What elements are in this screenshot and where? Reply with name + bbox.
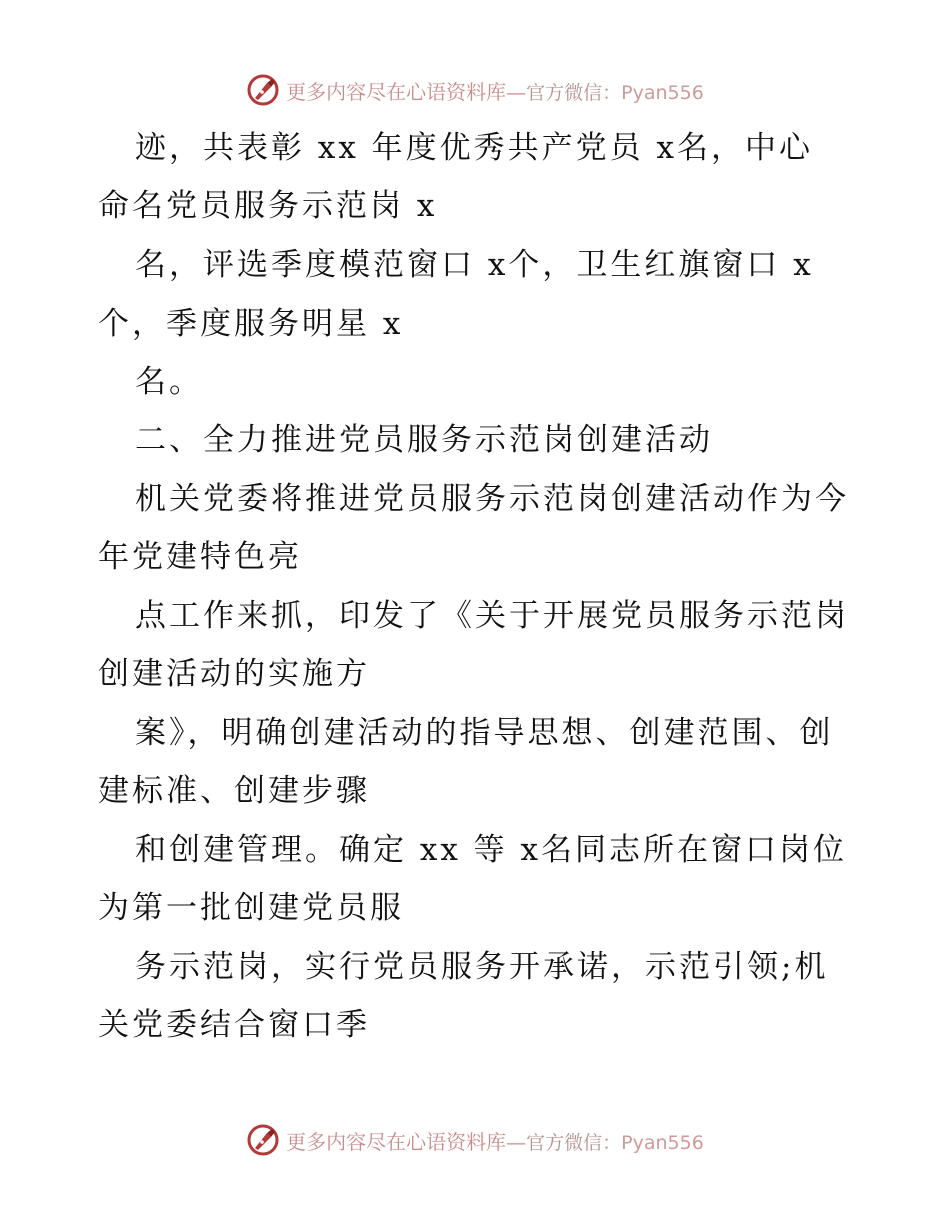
body-line: 名，评选季度模范窗口 x个，卫生红旗窗口 x [135,247,814,283]
body-line: 命名党员服务示范岗 x [98,188,438,224]
watermark-dash: — [506,1129,527,1154]
body-line: 个，季度服务明星 x [98,306,404,342]
body-line: 迹，共表彰 xx 年度优秀共产党员 x名，中心 [135,130,814,166]
watermark-sub: 官方微信： [526,1131,622,1154]
section-heading: 二、全力推进党员服务示范岗创建活动 [135,422,713,458]
body-line: 点工作来抓，印发了《关于开展党员服务示范岗 [135,598,849,634]
footer-watermark [0,1120,950,1160]
body-line: 为第一批创建党员服 [98,890,404,926]
body-line: 年党建特色亮 [98,539,302,575]
pen-nib-icon [246,1123,280,1157]
watermark-brand: 更多内容尽在心语资料库 [286,79,507,104]
body-line: 案》，明确创建活动的指导思想、创建范围、创 [135,715,834,751]
body-line: 务示范岗，实行党员服务开承诺，示范引领;机 [135,949,829,985]
body-line: 关党委结合窗口季 [98,1007,370,1043]
body-line: 和创建管理。确定 xx 等 x名同志所在窗口岗位 [135,832,848,868]
body-line: 创建活动的实施方 [98,656,370,692]
watermark-text [286,76,704,105]
watermark-dash: — [506,79,527,104]
watermark-sub: 官方微信： [526,81,622,104]
watermark-brand: 更多内容尽在心语资料库 [286,1129,507,1154]
pen-nib-icon [246,73,280,107]
body-line: 建标准、创建步骤 [98,773,370,809]
header-watermark [0,70,950,110]
watermark-id: Pyan556 [621,1131,704,1154]
watermark-text [286,1126,704,1155]
body-line: 机关党委将推进党员服务示范岗创建活动作为今 [135,481,849,517]
body-line: 名。 [135,364,203,400]
watermark-id: Pyan556 [621,81,704,104]
